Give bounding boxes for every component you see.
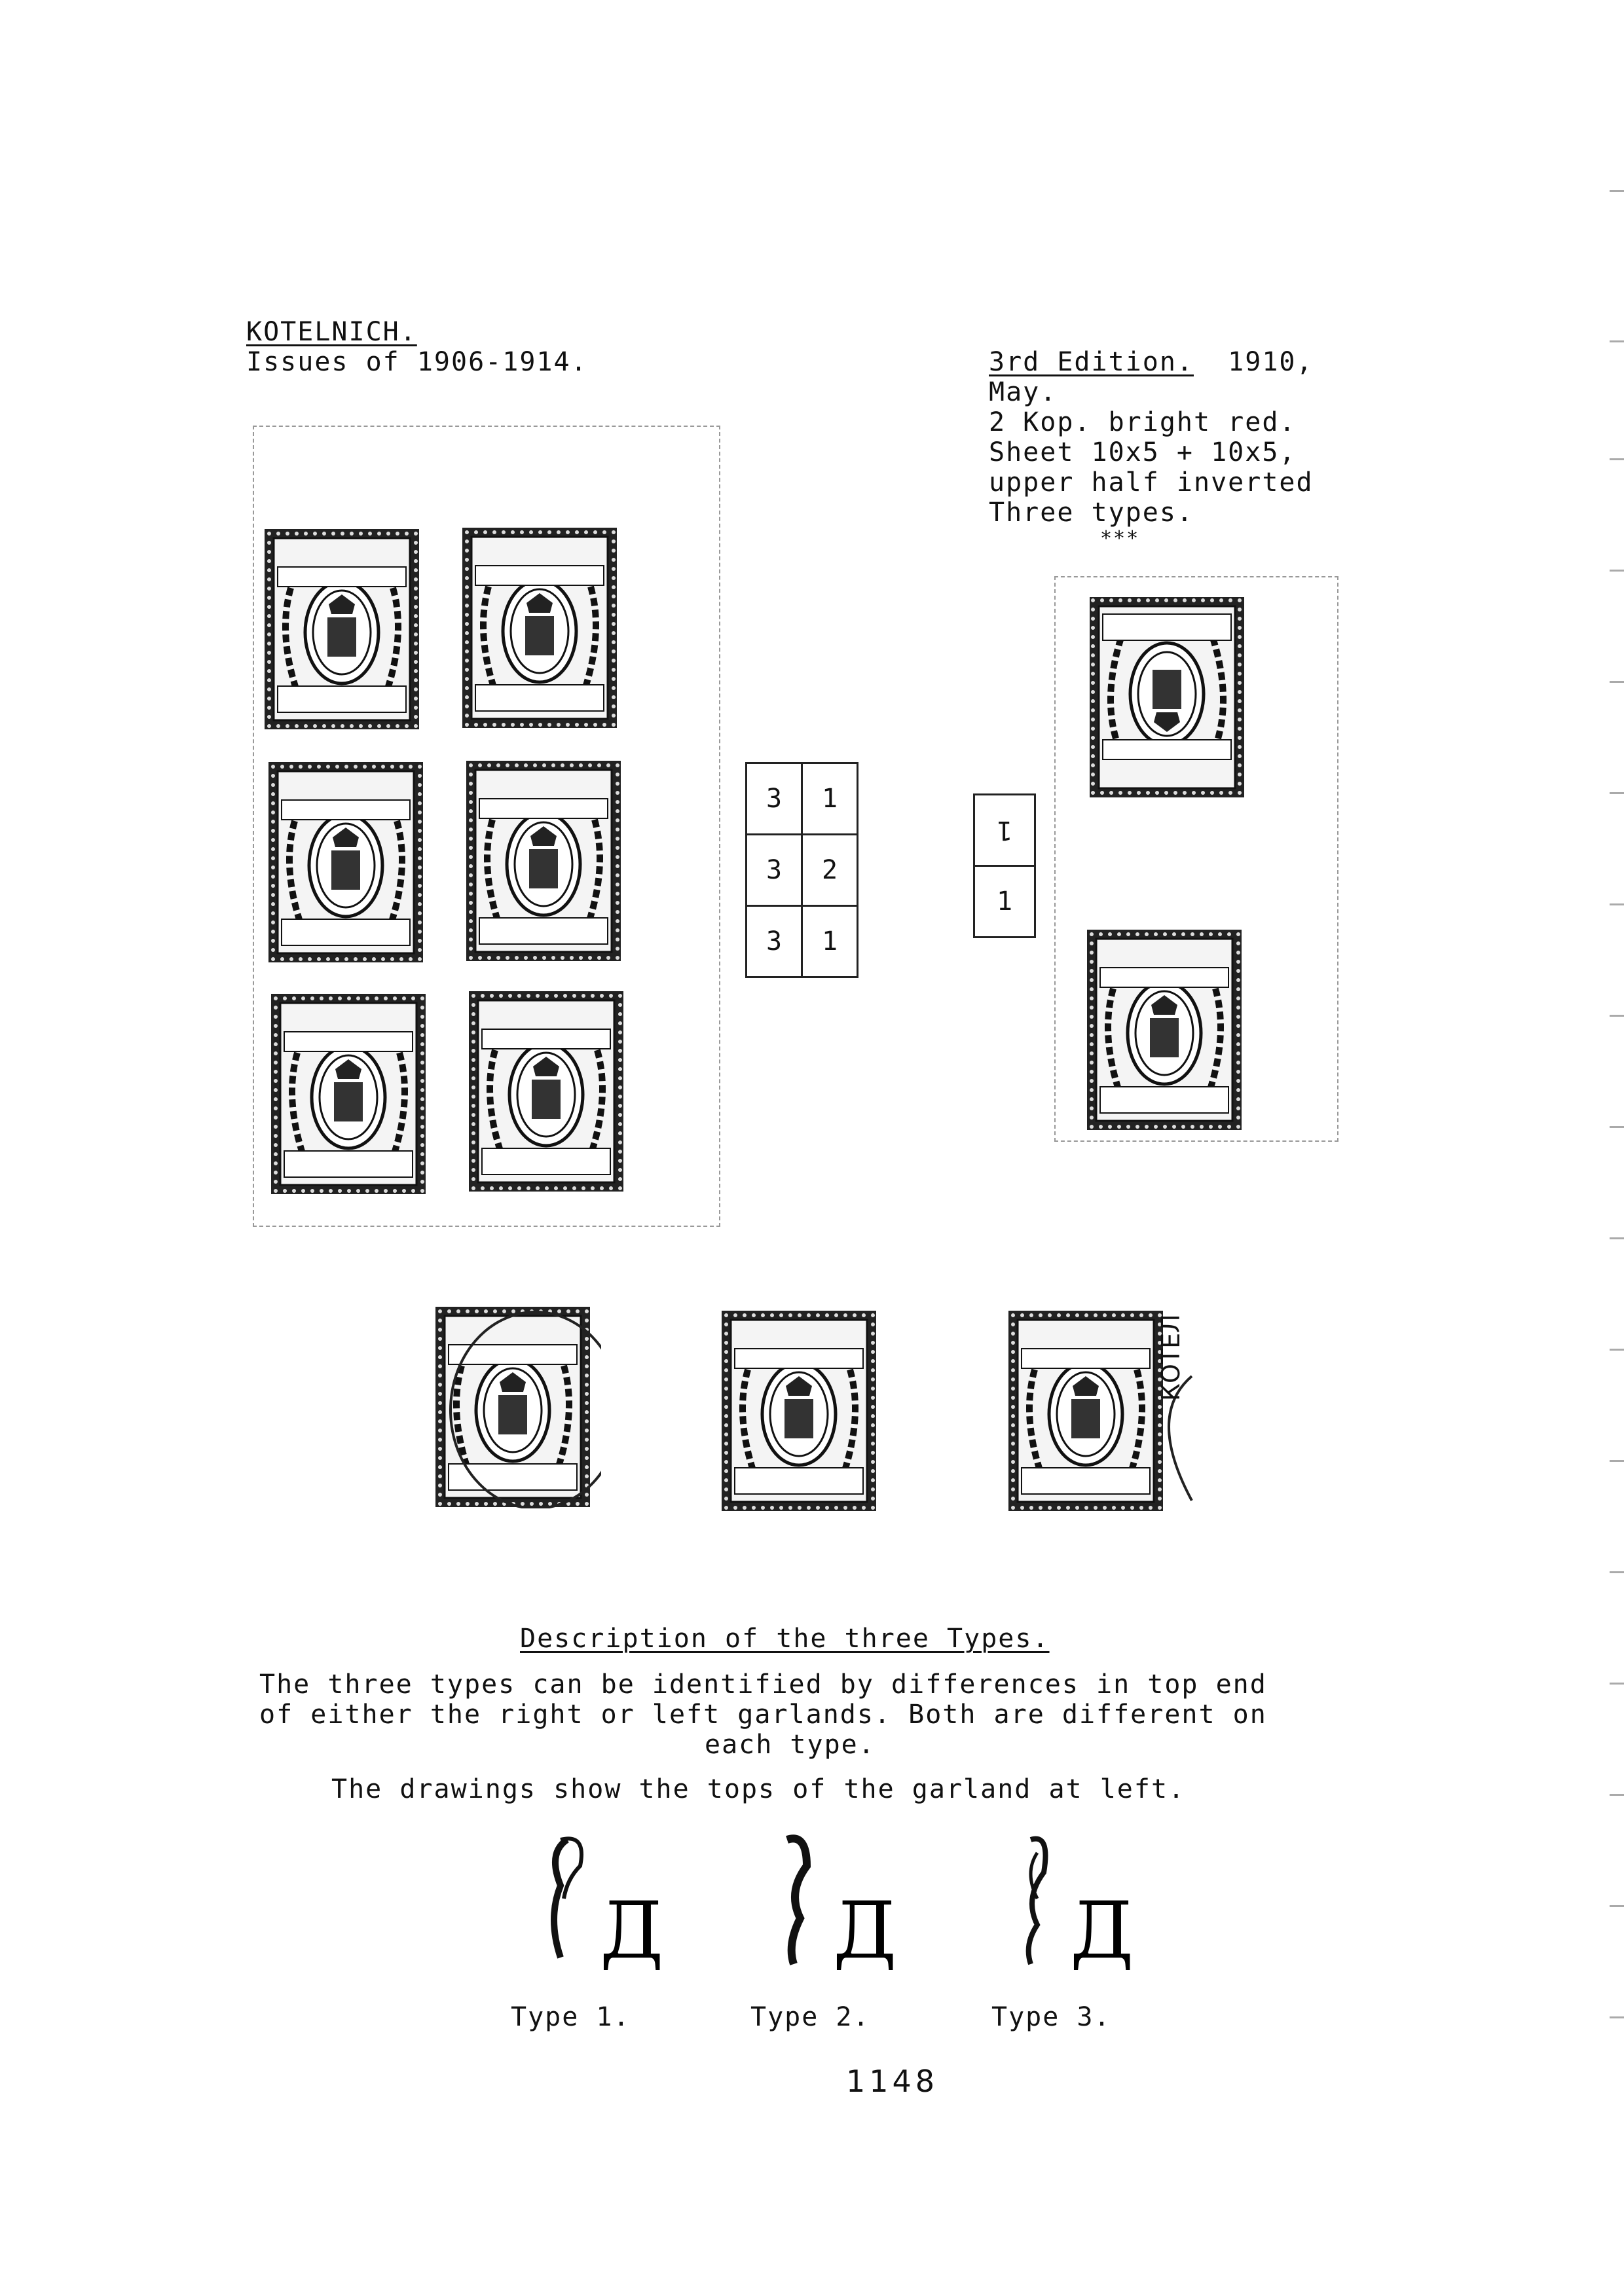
- edition-year: 1910,: [1228, 347, 1314, 377]
- grid-cell: 2: [802, 835, 858, 906]
- edge-mark: [1610, 570, 1624, 572]
- edge-mark: [1610, 1015, 1624, 1017]
- grid-cell: 3: [747, 835, 802, 906]
- stamp-image: [268, 762, 423, 962]
- grid-cell-inverted: 1: [974, 795, 1035, 866]
- edition-line: Sheet 10x5 + 10x5,: [989, 437, 1297, 467]
- description-line: The three types can be identified by differences in top end: [259, 1669, 1267, 1700]
- edge-mark: [1610, 1349, 1624, 1351]
- edition-line: 2 Kop. bright red.: [989, 407, 1297, 437]
- edge-mark: [1610, 1571, 1624, 1573]
- page-number: 1148: [846, 2064, 939, 2099]
- garland-type3-drawing: [998, 1827, 1142, 1977]
- page-subtitle: Issues of 1906-1914.: [246, 347, 588, 377]
- grid-cell: 3: [747, 906, 802, 977]
- edge-mark: [1610, 458, 1624, 460]
- edge-mark: [1610, 1237, 1624, 1239]
- stamp-image: [462, 528, 617, 728]
- type-label: Type 2.: [750, 2002, 870, 2032]
- edge-mark: [1610, 190, 1624, 192]
- block-type-grid: [745, 762, 858, 978]
- grid-cell: 1: [802, 906, 858, 977]
- edition-line: May.: [989, 377, 1058, 407]
- garland-letter: Д: [600, 1886, 664, 1977]
- stamp-image: [265, 529, 419, 729]
- edition-heading-line: [989, 347, 1314, 377]
- edition-line: Three types.: [989, 498, 1194, 528]
- garland-type1-drawing: [528, 1827, 672, 1977]
- grid-cell: 1: [802, 763, 858, 835]
- postmark-text: КОТЕЛ: [1156, 1314, 1185, 1401]
- grid-cell: 3: [747, 763, 802, 835]
- garland-letter: Д: [833, 1886, 897, 1977]
- stamp-image: [271, 994, 426, 1194]
- description-line: each type.: [705, 1730, 876, 1760]
- edge-mark: [1610, 681, 1624, 683]
- edge-mark: [1610, 1683, 1624, 1685]
- stamp-image-used: [424, 1305, 601, 1508]
- edition-stars: ***: [1100, 527, 1140, 550]
- description-line: of either the right or left garlands. Both are different on: [259, 1700, 1267, 1730]
- edge-mark: [1610, 792, 1624, 794]
- stamp-image-inverted: [1090, 597, 1244, 797]
- pair-type-grid: [973, 793, 1036, 938]
- garland-letter: Д: [1070, 1886, 1134, 1977]
- edge-mark: [1610, 903, 1624, 905]
- edge-mark: [1610, 1126, 1624, 1128]
- type-label: Type 1.: [511, 2002, 631, 2032]
- stamp-image: [469, 991, 623, 1192]
- edge-mark: [1610, 1794, 1624, 1796]
- edge-mark: [1610, 2016, 1624, 2018]
- description-note: The drawings show the tops of the garland at left.: [331, 1774, 1186, 1804]
- page-title: KOTELNICH.: [246, 317, 417, 347]
- stamp-image: [1087, 930, 1242, 1130]
- garland-type2-drawing: [761, 1827, 905, 1977]
- description-heading: Description of the three Types.: [520, 1624, 1050, 1654]
- edge-mark: [1610, 340, 1624, 342]
- stamp-image: [466, 761, 621, 961]
- edition-heading: 3rd Edition.: [989, 347, 1194, 377]
- edition-line: upper half inverted: [989, 467, 1314, 498]
- grid-cell: 1: [974, 866, 1035, 938]
- type-label: Type 3.: [991, 2002, 1111, 2032]
- edge-mark: [1610, 1460, 1624, 1462]
- edge-mark: [1610, 1905, 1624, 1907]
- stamp-image-used: [714, 1307, 884, 1516]
